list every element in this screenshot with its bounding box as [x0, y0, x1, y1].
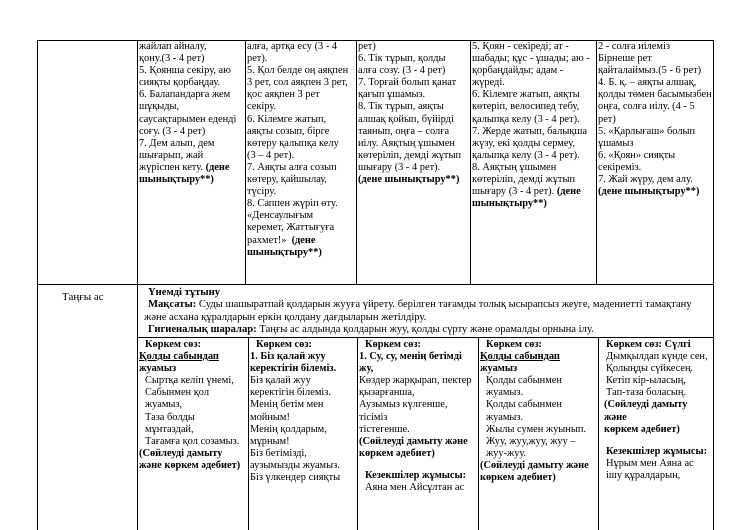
poem-line: жуамыз. [486, 387, 524, 399]
text-line: шығарып, жай [139, 149, 204, 161]
text-line: «Денсаулығым [247, 210, 314, 222]
poem-line: Қолыңды сүйкесең. [606, 363, 694, 375]
breakfast-cell-5 [600, 339, 712, 530]
text-line: (3 – 4 рет). [247, 149, 295, 161]
poem-line: аузымызды жуамыз. [250, 459, 340, 471]
text-line: қос аяқпен 3 рет [247, 89, 320, 101]
column-divider-b3 [478, 337, 479, 530]
cell-heading: Көркем сөз: Сүлгі [606, 339, 691, 350]
poem-title: 1. Су, су, менің бетімді [359, 351, 462, 363]
text-line: көтеріп, велосипед тебу, [472, 101, 580, 113]
text-line: 6. Кілемге жатып, [247, 113, 327, 125]
text-line: рет) [358, 41, 376, 52]
goal-label: Мақсаты: [148, 299, 197, 311]
exercise-cell-5 [598, 41, 712, 281]
label-column-divider [137, 40, 138, 530]
text-line: оңға, солға иілу. (4 - 5 рет) [598, 101, 695, 125]
text-line: 7. Аяқты алға созып [247, 161, 337, 173]
subject-tag: көркем әдебиет) [480, 472, 556, 484]
column-divider-1 [245, 40, 246, 285]
poem-line: Менің бетім мен [250, 399, 324, 411]
text-line: 7. Дем алып, дем [139, 137, 215, 149]
exercise-cell-2 [247, 41, 355, 281]
poem-line: Менің қолдарым, [250, 423, 327, 435]
poem-line: Біз үлкендер сияқты [250, 472, 341, 484]
text-line: 7. Жерде жатып, балықша [472, 125, 587, 137]
cell-heading: Көркем сөз: [486, 339, 542, 350]
breakfast-cell-1 [139, 339, 247, 530]
text-line: соғу. (3 - 4 рет) [139, 125, 206, 137]
text-line: 8. Тік тұрып, аяқты [358, 101, 444, 113]
subject-tag: шынықтыру**) [247, 246, 322, 258]
text-line: 6. Кілемге жатып, аяқты [472, 89, 580, 101]
text-line: 5. «Қарлығаш» болып [598, 125, 696, 137]
text-line: 6. Балапандарға жем [139, 89, 231, 101]
text-line: 7. Жай жүру, дем алу. [598, 174, 693, 186]
poem-title: жуамыз [480, 363, 518, 375]
row-label-breakfast: Таңғы ас [62, 291, 104, 303]
text-line: 5. Қоян - секіреді; ат - [472, 41, 569, 52]
column-divider-b1 [248, 337, 249, 530]
column-divider-b4 [598, 337, 599, 530]
poem-title: керектігін білеміз. [250, 363, 337, 375]
subject-tag: көркем әдебиет) [359, 447, 435, 459]
duty-line: Нұрым мен Аяна ас [606, 457, 694, 469]
poem-line: Жуу, жуу,жуу, жуу – [486, 435, 576, 447]
poem-line: Қолды сабынмен [486, 399, 562, 411]
poem-line: Көздер жарқырап, пектер [359, 375, 472, 387]
text-line: 2 - солға иілеміз [598, 41, 670, 52]
duty-line: ішу құралдарын, [606, 469, 681, 481]
text-line: 7. Торғай болып қанат [358, 77, 457, 89]
text-line: жүреді. [472, 77, 505, 89]
text-line: алға, артқа есу (3 - 4 [247, 41, 338, 52]
poem-line: жуамыз, [145, 399, 183, 411]
text-line: аяқты созып, бірге [247, 125, 330, 137]
text-line: қорбаңдайды; адам - [472, 65, 564, 77]
breakfast-cell-2 [250, 339, 356, 530]
text-line: шабады; құс - ұшады; аю - [472, 53, 590, 65]
text-line: қолды төмен басымызбен [598, 89, 712, 101]
poem-line: Аузымыз күлгенше, тісіміз [359, 399, 448, 423]
subject-tag: көркем әдебиет) [604, 423, 680, 435]
poem-line: Сабынмен қол [145, 387, 210, 399]
subrow-divider [137, 337, 714, 338]
cell-heading: Көркем сөз: [365, 339, 421, 350]
poem-title: Қолды сабындап [480, 351, 560, 363]
poem-line: Дымқылдап күнде сен, [606, 351, 708, 363]
text-line: 6. Тік тұрып, қолды [358, 53, 446, 65]
text-line: Бірнеше рет [598, 53, 652, 65]
poem-line: Сыртқа келіп үнемі, [145, 375, 234, 387]
subject-tag: (дене [291, 234, 316, 246]
poem-line: қызарғанша, [359, 387, 415, 399]
text-line: қону.(3 - 4 рет) [139, 53, 205, 65]
text-line: шұқыды, [139, 101, 180, 113]
breakfast-header [144, 287, 712, 337]
text-line: ұшамыз [598, 137, 634, 149]
poem-title: жу, [359, 363, 374, 375]
subject-tag: (Сөйлеуді дамыту [139, 447, 223, 459]
text-line: жайлап айналу, [139, 41, 207, 52]
subject-tag: (дене шынықтыру**) [598, 186, 700, 198]
text-line: 4. Б. қ. – аяқты алшақ, [598, 77, 697, 89]
table-right-border [713, 40, 714, 530]
subject-tag: (дене [556, 186, 581, 198]
duty-line: Аяна мен Айсұлтан ас [365, 482, 465, 494]
text-line: алшақ қойып, бүйірді [358, 113, 454, 125]
breakfast-cell-4 [480, 339, 597, 530]
text-line: көтеріліп, демді жұтып [472, 174, 576, 186]
poem-title: жуамыз [139, 363, 177, 375]
subject-tag: және көркем әдебиет) [139, 459, 241, 471]
duty-heading: Кезекшілер жұмысы: [365, 469, 467, 481]
table-left-border [37, 40, 38, 530]
poem-line: Тап-таза боласың. [606, 387, 687, 399]
exercise-cell-3 [358, 41, 469, 281]
column-divider-4 [596, 40, 597, 285]
text-line: 3 рет, сол аяқпен 3 рет, [247, 77, 348, 89]
exercise-cell-1 [139, 41, 244, 281]
cell-heading: Көркем сөз: [256, 339, 312, 350]
subject-tag: (Сөйлеуді дамыту және [359, 435, 468, 447]
text-line: қайталаймыз.(5 - 6 рет) [598, 65, 702, 77]
poem-line: Тағамға қол созамыз. [145, 435, 240, 447]
poem-line: Кетіп кір-ылаcың, [606, 375, 686, 387]
poem-line: мұнтаздай, [145, 423, 194, 435]
text-line: жүріспен кету. [139, 161, 203, 173]
subject-tag: (Сөйлеуді дамыту және [604, 399, 688, 423]
poem-line: жуамыз. [486, 411, 524, 423]
subject-tag: (дене шынықтыру**) [358, 174, 460, 186]
text-line: таянып, оңға – солға [358, 125, 450, 137]
subject-tag: шынықтыру**) [472, 198, 547, 210]
text-line: көтеру қалыпқа келу [247, 137, 339, 149]
hygiene-label: Гигиеналық шаралар: [148, 324, 257, 336]
poem-line: керектігін білеміз. [250, 387, 331, 399]
subject-tag: (Сөйлеуді дамыту және [480, 459, 589, 471]
text-line: жүзу, екі қолды сермеу, [472, 137, 575, 149]
subject-tag: шынықтыру**) [139, 174, 214, 186]
column-divider-3 [470, 40, 471, 285]
poem-line: тістегенше. [359, 423, 410, 435]
text-line: шығару (3 - 4 рет). [472, 186, 555, 198]
text-line: 5. Қол белде оң аяқпен [247, 65, 349, 77]
poem-line: Жылы сумен жуынып. [486, 423, 586, 435]
text-line: секіру. [247, 101, 277, 113]
exercise-cell-4 [472, 41, 595, 281]
poem-title: Қолды сабындап [139, 351, 219, 363]
poem-line: жуу-жуу. [486, 447, 527, 459]
cell-heading: Көркем сөз: [145, 339, 201, 350]
goal-text: Суды шашыратпай қолдарын жууға үйрету. берілген тағамды толық ысырапсыз жеуге, мәдениетті тамақтану және асхана құралдарын еркін қолдану дағдыларын жетілдіру. [144, 299, 692, 323]
text-line: иілу. Аяқтың ұшымен [358, 137, 455, 149]
poem-line: мойным! [250, 411, 290, 423]
text-line: 8. Саппен жүріп өту. [247, 198, 338, 210]
poem-line: мұрным! [250, 435, 290, 447]
text-line: қалыпқа келу (3 - 4 рет). [472, 113, 580, 125]
hygiene-text: Таңғы ас алдында қолдарын жуу, қолды сүрту және орамалды орнына ілу. [259, 324, 594, 336]
text-line: керемет, Жаттығуға [247, 222, 335, 234]
text-line: 6. «Қоян» сияқты секіреміз. [598, 149, 676, 173]
text-line: сияқты қорбаңдау. [139, 77, 221, 89]
text-line: шығару (3 - 4 рет). [358, 161, 441, 173]
column-divider-2 [356, 40, 357, 285]
duty-heading: Кезекшілер жұмысы: [606, 445, 708, 457]
text-line: саусақтарымен едендi [139, 113, 237, 125]
poem-title: 1. Біз қалай жуу [250, 351, 326, 363]
subject-tag: (дене [205, 161, 230, 173]
text-line: рет). [247, 53, 268, 65]
poem-line: Біз бетімізді, [250, 447, 307, 459]
text-line: түсіру. [247, 186, 277, 198]
text-line: алға созу. (3 - 4 рет) [358, 65, 446, 77]
text-line: қағып ұшамыз. [358, 89, 426, 101]
poem-line: Біз қалай жуу [250, 375, 311, 387]
row-divider [37, 284, 714, 285]
text-line: көтеріліп, демді жұтып [358, 149, 462, 161]
column-divider-b2 [357, 337, 358, 530]
text-line: 8. Аяқтың ұшымен [472, 161, 557, 173]
section-title: Үнемді тұтыну [148, 287, 220, 298]
breakfast-cell-3 [359, 339, 477, 530]
text-line: қалыпқа келу (3 - 4 рет). [472, 149, 580, 161]
text-line: рахмет!» [247, 234, 287, 246]
poem-line: Қолды сабынмен [486, 375, 562, 387]
text-line: 5. Қоянша секіру, аю [139, 65, 231, 77]
poem-line: Таза болды [145, 411, 195, 423]
text-line: көтеру, қайшылау, [247, 174, 328, 186]
